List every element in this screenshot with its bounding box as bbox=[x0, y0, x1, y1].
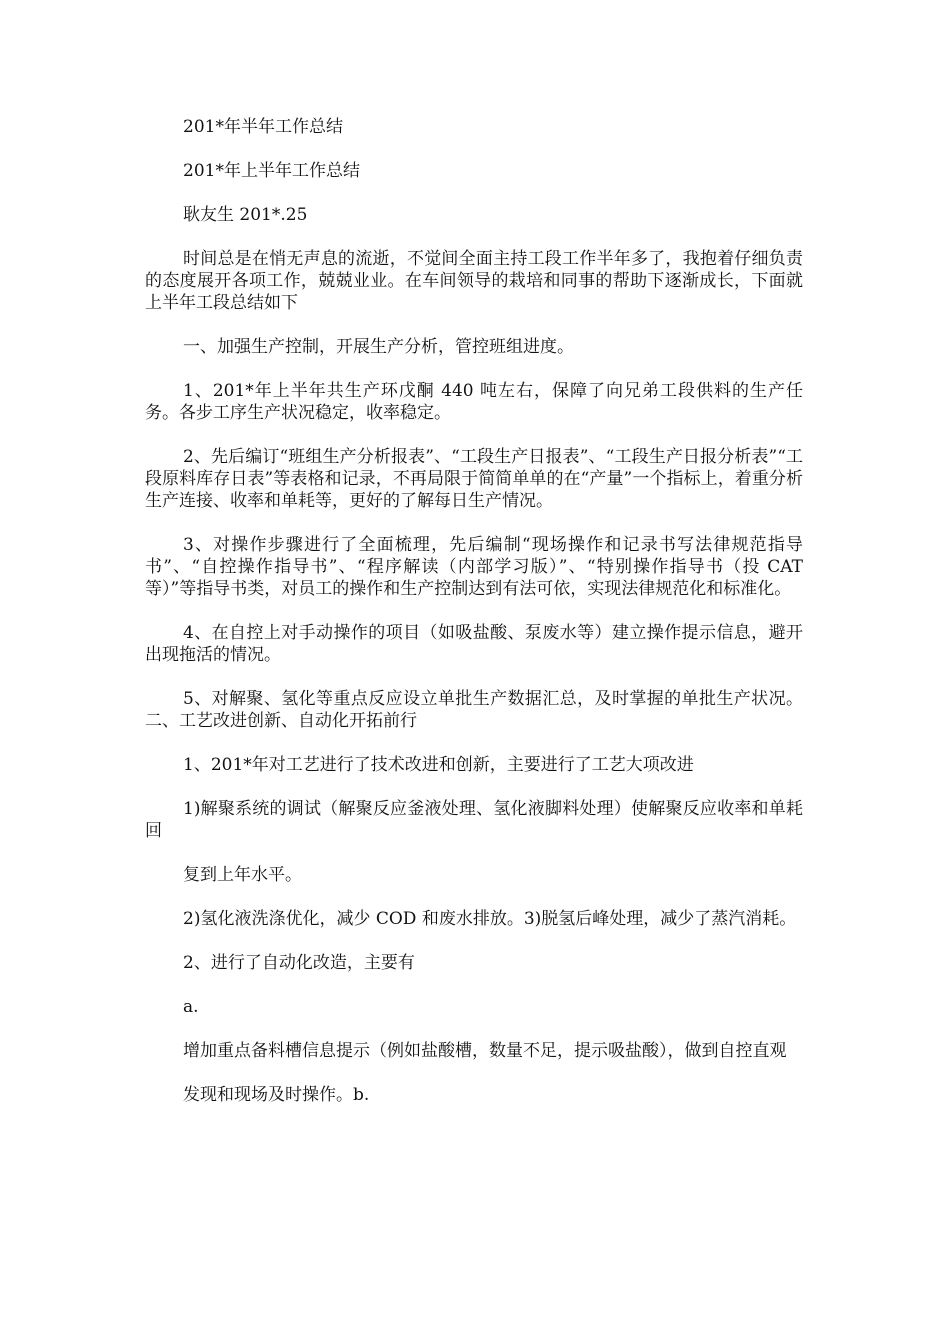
intro-paragraph: 时间总是在悄无声息的流逝，不觉间全面主持工段工作半年多了，我抱着仔细负责的态度展开各项工作，兢兢业业。在车间领导的栽培和同事的帮助下逐渐成长，下面就上半年工段总结如下 bbox=[145, 249, 803, 313]
document-body bbox=[145, 116, 803, 1128]
paragraph: 2、先后编订“班组生产分析报表”、“工段生产日报表”、“工段生产日报分析表”“工段原料库存日表”等表格和记录，不再局限于简简单单的在“产量”一个指标上，着重分析生产连接、收率和单耗等，更好的了解每日生产情况。 bbox=[145, 447, 803, 511]
paragraph: 1、201*年对工艺进行了技术改进和创新，主要进行了工艺大项改进 bbox=[183, 755, 694, 775]
paragraph: 5、对解聚、氢化等重点反应设立单批生产数据汇总，及时掌握的单批生产状况。二、工艺改进创新、自动化开拓前行 bbox=[145, 689, 803, 731]
section-heading-1: 一、加强生产控制，开展生产分析，管控班组进度。 bbox=[183, 337, 574, 357]
paragraph: 3、对操作步骤进行了全面梳理，先后编制“现场操作和记录书写法律规范指导书”、“自控操作指导书”、“程序解读（内部学习版）”、“特别操作指导书（投 CAT 等）”等指导书类，对员工的操作和生产控制达到有法可依，实现法律规范化和标准化。 bbox=[145, 535, 803, 599]
paragraph: 2、进行了自动化改造，主要有 bbox=[183, 953, 415, 973]
paragraph: 4、在自控上对手动操作的项目（如吸盐酸、泵废水等）建立操作提示信息，避开出现拖活的情况。 bbox=[145, 623, 803, 665]
paragraph: 增加重点备料槽信息提示（例如盐酸槽，数量不足，提示吸盐酸），做到自控直观 bbox=[183, 1041, 787, 1061]
paragraph: a. bbox=[183, 997, 199, 1017]
paragraph: 2)氢化液洗涤优化，减少 COD 和废水排放。3)脱氢后峰处理，减少了蒸汽消耗。 bbox=[183, 909, 797, 929]
paragraph: 发现和现场及时操作。b. bbox=[183, 1085, 370, 1105]
author-date: 耿友生 201*.25 bbox=[183, 205, 308, 225]
paragraph: 1、201*年上半年共生产环戊酮 440 吨左右，保障了向兄弟工段供料的生产任务。各步工序生产状况稳定，收率稳定。 bbox=[145, 381, 803, 423]
doc-title: 201*年半年工作总结 bbox=[183, 117, 343, 137]
paragraph: 复到上年水平。 bbox=[183, 865, 302, 885]
doc-subtitle: 201*年上半年工作总结 bbox=[183, 161, 360, 181]
paragraph: 1)解聚系统的调试（解聚反应釜液处理、氢化液脚料处理）使解聚反应收率和单耗回 bbox=[145, 799, 803, 841]
